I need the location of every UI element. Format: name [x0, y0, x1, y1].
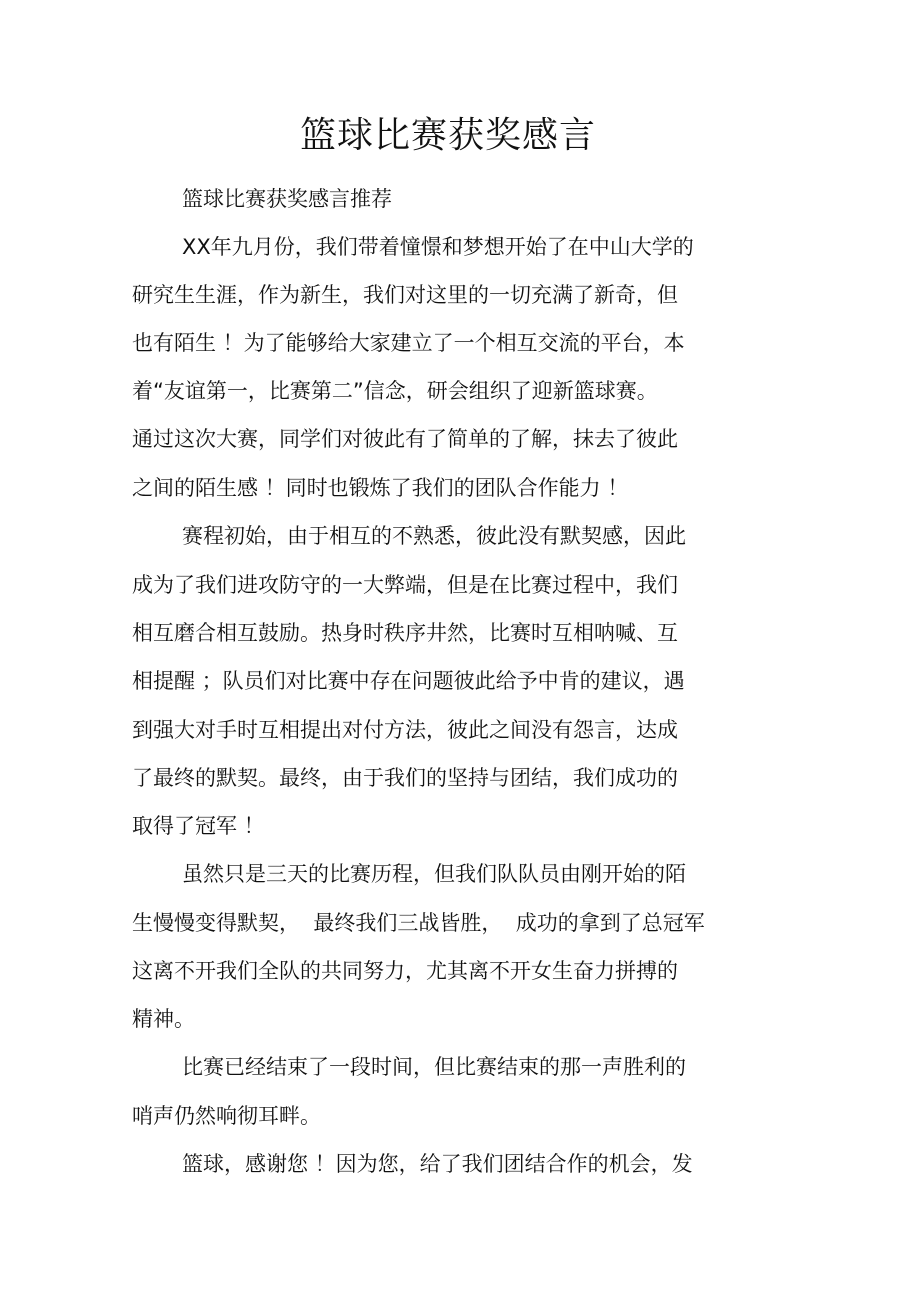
paragraph-line: 精神。 — [132, 1007, 195, 1031]
paragraph-line: 比赛已经结束了一段时间，但比赛结束的那一声胜利的 — [182, 1055, 686, 1079]
document-title: 篮球比赛获奖感言 — [299, 115, 596, 156]
paragraph-line: 了最终的默契。最终，由于我们的坚持与团结，我们成功的 — [132, 766, 678, 790]
paragraph-line: 虽然只是三天的比赛历程，但我们队队员由刚开始的陌 — [182, 862, 686, 886]
subtitle-line: 篮球比赛获奖感言推荐 — [182, 187, 392, 211]
paragraph-line: 赛程初始，由于相互的不熟悉，彼此没有默契感，因此 — [182, 524, 686, 548]
paragraph-line: 这离不开我们全队的共同努力，尤其离不开女生奋力拼搏的 — [132, 959, 678, 983]
paragraph-line: 也有陌生 ！为了能够给大家建立了一个相互交流的平台，本 — [132, 331, 685, 355]
paragraph-line: 相互磨合相互鼓励。热身时秩序井然，比赛时互相呐喊、互 — [132, 621, 678, 645]
paragraph-line: 篮球，感谢您 ！因为您，给了我们团结合作的机会，发 — [182, 1152, 693, 1176]
paragraph-line: 哨声仍然响彻耳畔。 — [132, 1104, 321, 1128]
paragraph-line: 取得了冠军 ！ — [132, 814, 265, 838]
paragraph-line: 着“友谊第一，比赛第二”信念，研会组织了迎新篮球赛。 — [132, 379, 658, 403]
paragraph-line: XX年九月份，我们带着憧憬和梦想开始了在中山大学的 — [182, 235, 694, 259]
paragraph-line: 研究生生涯，作为新生，我们对这里的一切充满了新奇，但 — [132, 283, 678, 307]
paragraph-line: 之间的陌生感 ！同时也锻炼了我们的团队合作能力 ！ — [132, 476, 629, 500]
paragraph-line: 生慢慢变得默契， 最终我们三战皆胜， 成功的拿到了总冠军 — [132, 911, 705, 935]
paragraph-line: 到强大对手时互相提出对付方法，彼此之间没有怨言，达成 — [132, 718, 678, 742]
paragraph-line: 成为了我们进攻防守的一大弊端，但是在比赛过程中，我们 — [132, 573, 678, 597]
paragraph-line: 相提醒 ；队员们对比赛中存在问题彼此给予中肯的建议，遇 — [132, 669, 685, 693]
paragraph-line: 通过这次大赛，同学们对彼此有了简单的了解，抹去了彼此 — [132, 427, 678, 451]
